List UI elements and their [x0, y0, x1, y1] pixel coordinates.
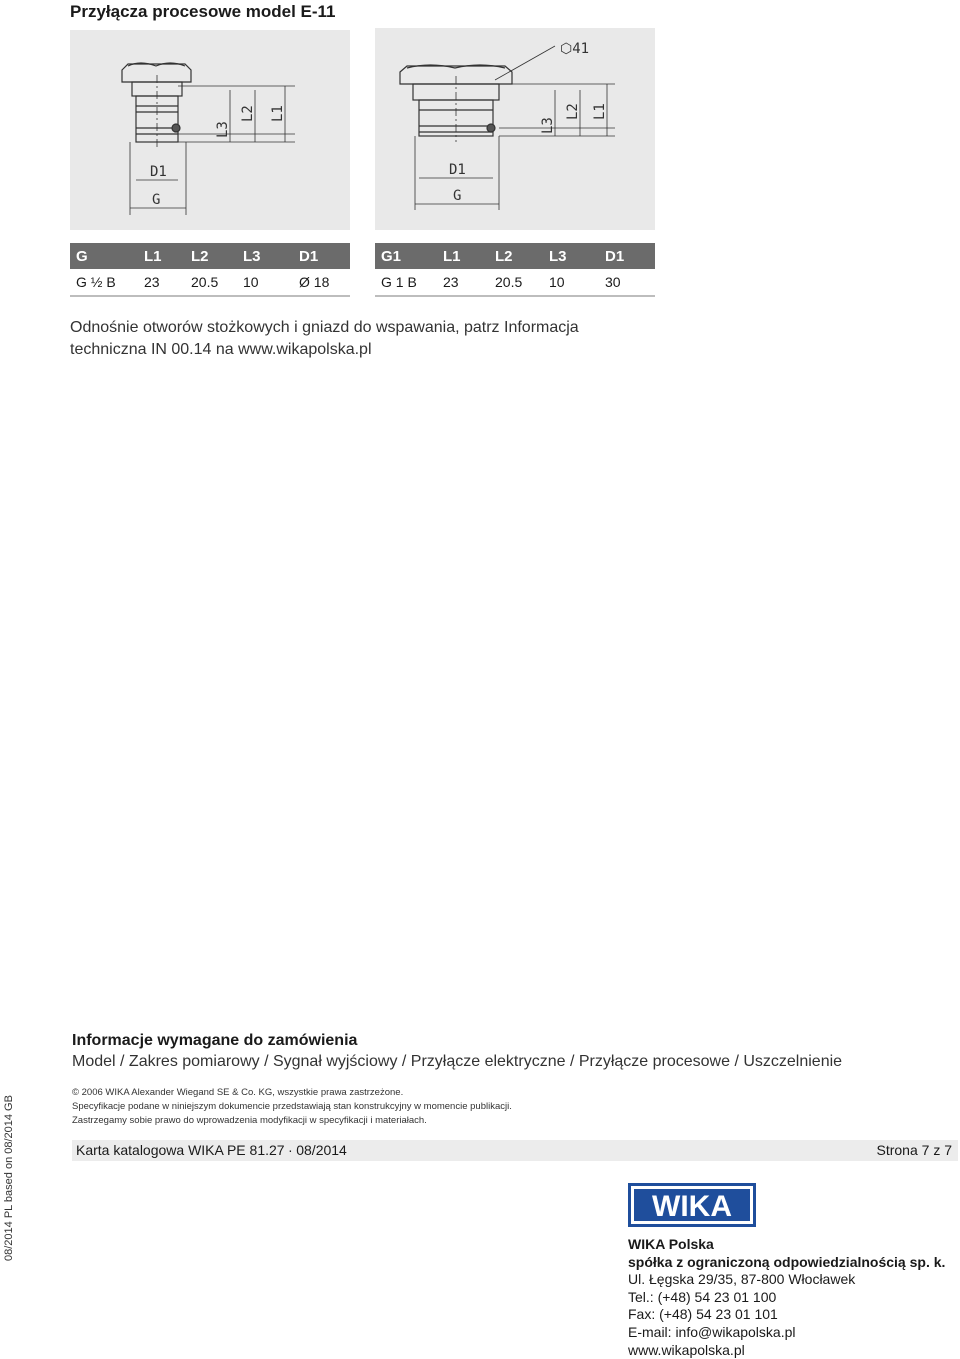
table-cell: Ø 18 [299, 269, 350, 296]
table-row [375, 269, 655, 296]
legal-line: Zastrzegamy sobie prawo do wprowadzenia modyfikacji w specyfikacji i materiałach. [72, 1115, 427, 1126]
page-number: Strona 7 z 7 [876, 1142, 952, 1158]
table-cell: 10 [549, 269, 605, 296]
label-hex: ⬡41 [560, 41, 590, 57]
address-email[interactable]: E-mail: info@wikapolska.pl [628, 1323, 796, 1340]
footer-bar [72, 1140, 958, 1161]
table-cell: 23 [443, 269, 495, 296]
label-l1: L1 [270, 105, 286, 122]
table-header-cell: D1 [605, 243, 655, 269]
label-d1: D1 [150, 164, 167, 180]
table-header-cell: D1 [299, 243, 350, 269]
table-row [70, 269, 350, 296]
table-header-row [70, 243, 350, 269]
logo-text: WIKA [652, 1190, 732, 1223]
reference-note-line: techniczna IN 00.14 na www.wikapolska.pl [70, 341, 372, 358]
legal-line: © 2006 WIKA Alexander Wiegand SE & Co. KG, wszystkie prawa zastrzeżone. [72, 1087, 404, 1098]
page-title: Przyłącza procesowe model E-11 [70, 2, 336, 21]
dimension-table-right [375, 243, 655, 297]
table-header-cell: G [70, 243, 144, 269]
label-l2: L2 [565, 103, 581, 120]
table-cell: 10 [243, 269, 299, 296]
label-l2: L2 [240, 105, 256, 122]
legal-line: Specyfikacje podane w niniejszym dokumencie przedstawiają stan konstrukcyjny w momencie publikacji. [72, 1101, 512, 1112]
table-header-cell: L3 [549, 243, 605, 269]
label-g: G [453, 188, 462, 204]
table-cell: 20.5 [495, 269, 549, 296]
table-cell: G ½ B [70, 269, 144, 296]
label-l3: L3 [540, 117, 556, 134]
order-info-line: Model / Zakres pomiarowy / Sygnał wyjściowy / Przyłącze elektryczne / Przyłącze procesowe / Uszczelnienie [72, 1053, 843, 1070]
company-name: WIKA Polska [628, 1236, 714, 1252]
table-header-cell: G1 [375, 243, 443, 269]
address-street: Ul. Łęgska 29/35, 87-800 Włocławek [628, 1271, 856, 1288]
table-header-cell: L2 [191, 243, 243, 269]
address-fax: Fax: (+48) 54 23 01 101 [628, 1306, 778, 1323]
reference-note [70, 317, 670, 361]
table-header-cell: L1 [443, 243, 495, 269]
table-header-row [375, 243, 655, 269]
side-version-note: 08/2014 PL based on 08/2014 GB [3, 1095, 15, 1261]
label-g: G [152, 192, 161, 208]
drawing-right-svg [375, 28, 655, 230]
oring-circle [172, 124, 180, 132]
order-info-title: Informacje wymagane do zamówienia [72, 1032, 358, 1049]
reference-note-line: Odnośnie otworów stożkowych i gniazd do wspawania, patrz Informacja [70, 319, 579, 336]
drawing-left [70, 30, 350, 230]
label-l1: L1 [592, 103, 608, 120]
table-cell: 30 [605, 269, 655, 296]
oring-circle [487, 124, 495, 132]
dimension-table-left [70, 243, 350, 297]
company-form: spółka z ograniczoną odpowiedzialnością sp. k. [628, 1253, 946, 1270]
table-header-cell: L1 [144, 243, 191, 269]
table-cell: G 1 B [375, 269, 443, 296]
table-header-cell: L3 [243, 243, 299, 269]
table-header-cell: L2 [495, 243, 549, 269]
wika-logo-svg [628, 1183, 756, 1227]
legal-notice [72, 1086, 512, 1128]
address-tel: Tel.: (+48) 54 23 01 100 [628, 1288, 777, 1305]
wika-logo [628, 1183, 756, 1227]
address-web[interactable]: www.wikapolska.pl [628, 1341, 745, 1358]
label-d1: D1 [449, 162, 466, 178]
label-l3: L3 [215, 121, 231, 138]
drawing-right [375, 28, 655, 230]
datasheet-reference: Karta katalogowa WIKA PE 81.27 ∙ 08/2014 [76, 1142, 347, 1158]
table-cell: 23 [144, 269, 191, 296]
drawing-left-svg [70, 30, 350, 230]
hex-nut-shape [122, 64, 191, 82]
table-cell: 20.5 [191, 269, 243, 296]
company-address [628, 1236, 945, 1359]
